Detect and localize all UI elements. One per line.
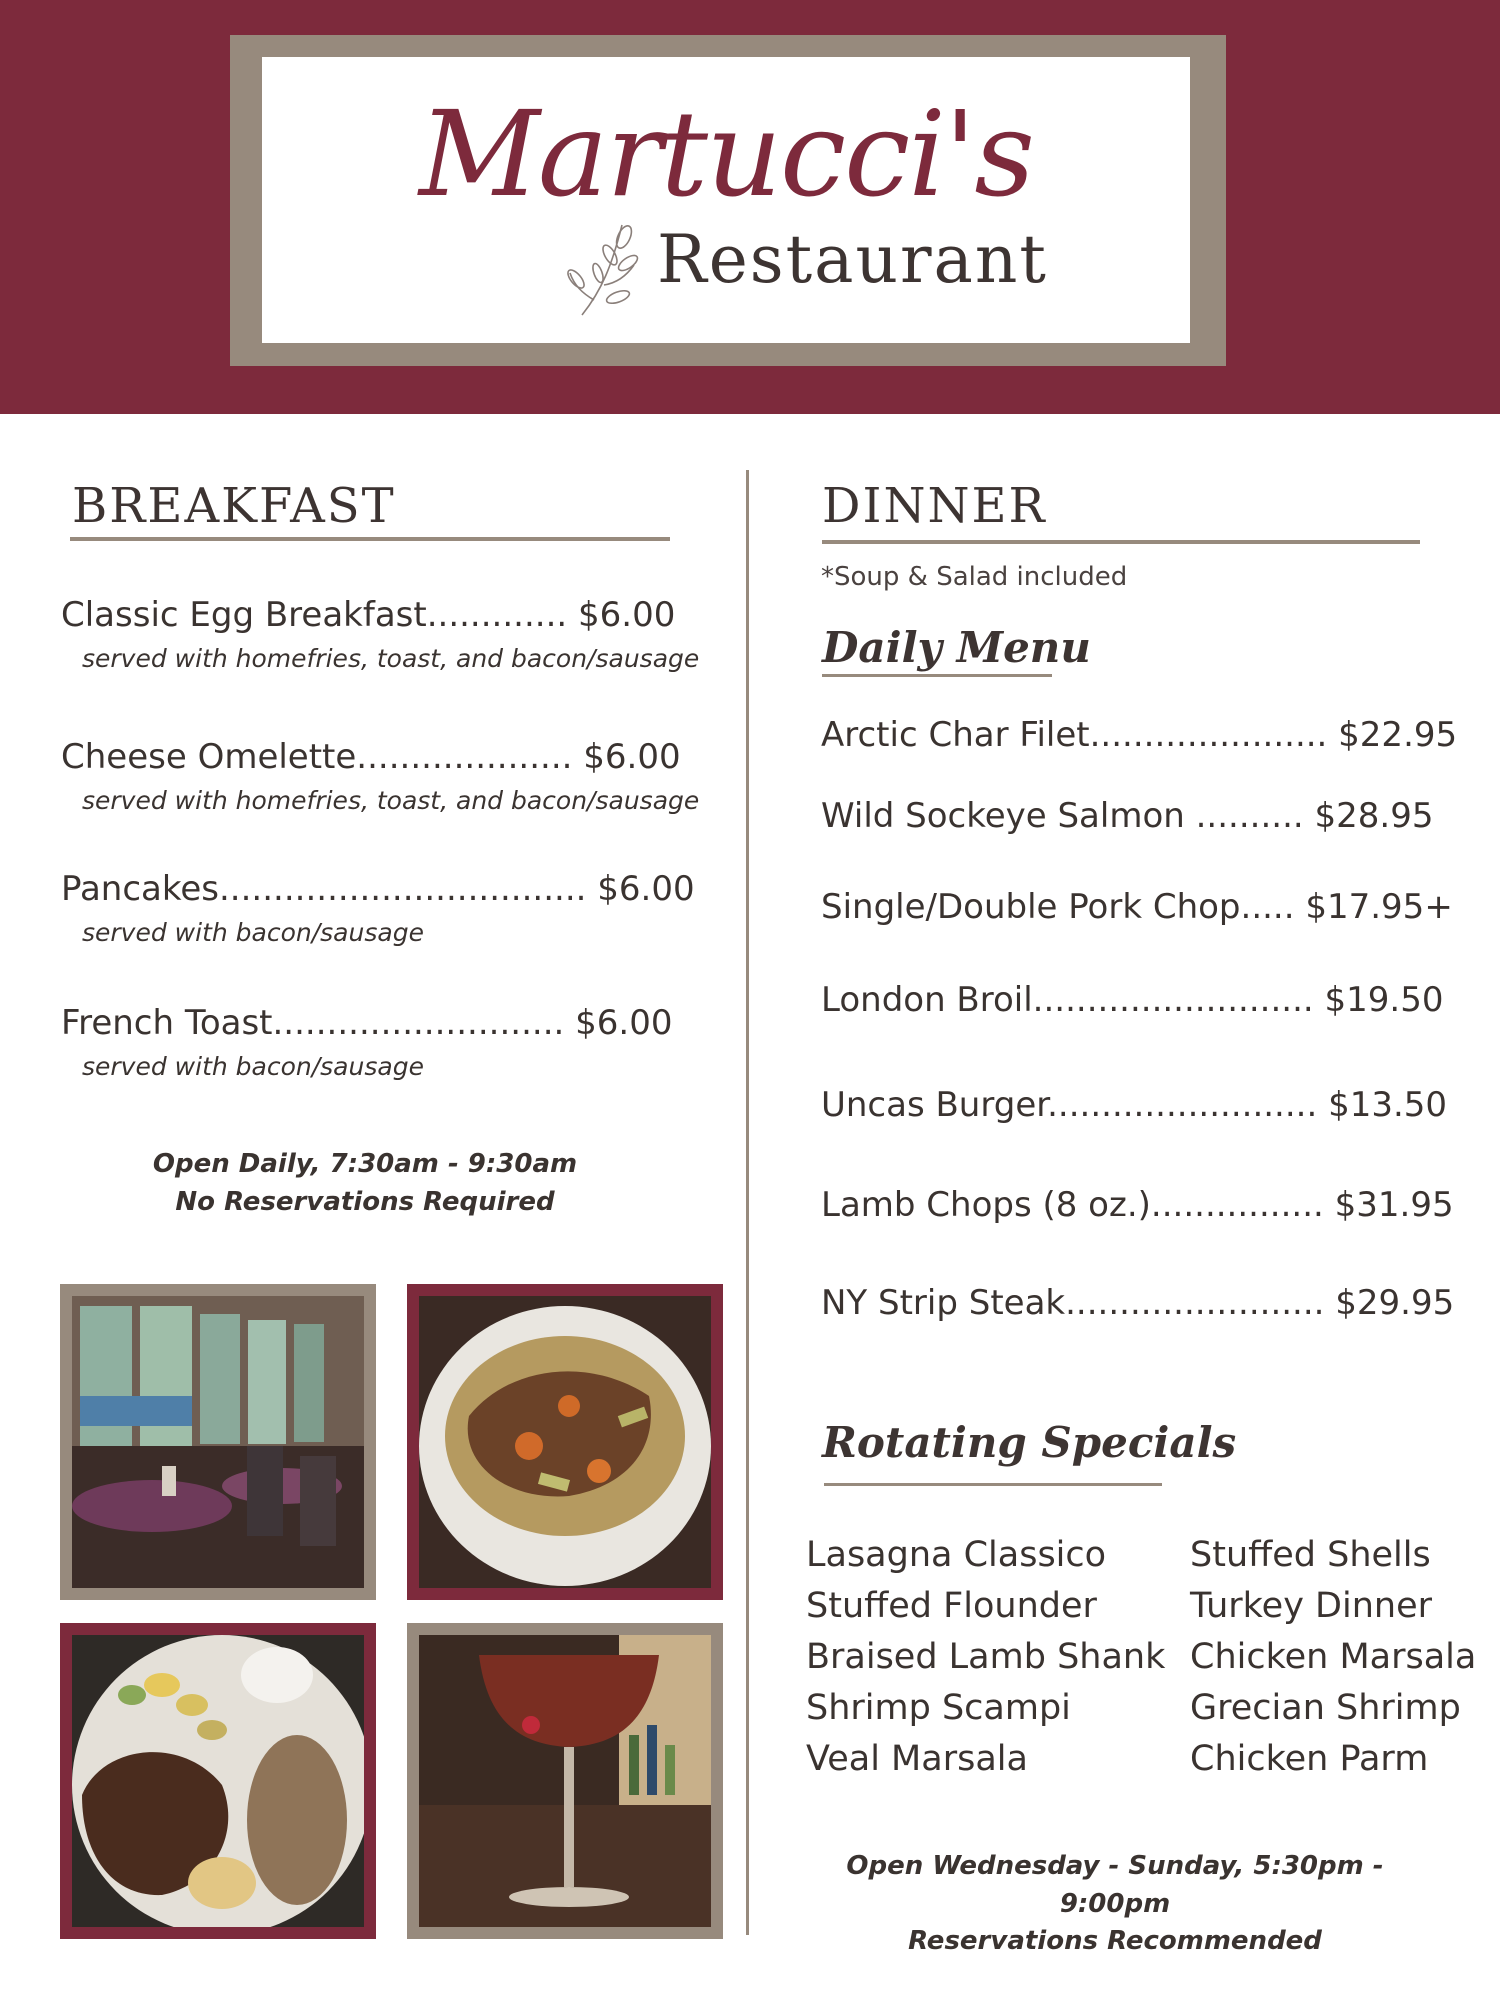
cocktail-image	[419, 1635, 711, 1927]
dinner-item: Uncas Burger......................... $13.50	[821, 1085, 1448, 1125]
dinner-note: *Soup & Salad included	[821, 562, 1128, 592]
leaf-sprig-icon	[562, 215, 652, 325]
special-item: Veal Marsala	[806, 1739, 1028, 1779]
breakfast-item: Pancakes.................................. $6.00	[61, 869, 695, 909]
column-divider	[746, 470, 749, 1935]
dinner-hours	[800, 1848, 1430, 1961]
dinner-hours-line1: Open Wednesday - Sunday, 5:30pm - 9:00pm	[846, 1851, 1384, 1919]
dinner-item: Single/Double Pork Chop..... $17.95+	[821, 887, 1453, 927]
special-item: Shrimp Scampi	[806, 1688, 1071, 1728]
specials-list-left	[806, 1530, 1165, 1785]
rotating-specials-title: Rotating Specials	[822, 1418, 1237, 1467]
special-item: Turkey Dinner	[1190, 1586, 1432, 1626]
pot-roast-photo	[407, 1284, 723, 1600]
dinner-title: DINNER	[822, 478, 1047, 534]
special-item: Grecian Shrimp	[1190, 1688, 1461, 1728]
breakfast-item: Cheese Omelette.................... $6.00	[61, 737, 681, 777]
dinner-item: NY Strip Steak........................ $29.95	[821, 1283, 1455, 1323]
dinner-item: Wild Sockeye Salmon .......... $28.95	[821, 796, 1434, 836]
special-item: Lasagna Classico	[806, 1535, 1107, 1575]
logo	[262, 57, 1190, 343]
cocktail-photo	[407, 1623, 723, 1939]
pork-chop-plate-image	[72, 1635, 364, 1927]
special-item: Stuffed Flounder	[806, 1586, 1097, 1626]
special-item: Braised Lamb Shank	[806, 1637, 1166, 1677]
dinner-item: Arctic Char Filet...................... $22.95	[821, 715, 1458, 755]
pot-roast-image	[419, 1296, 711, 1588]
breakfast-hours-line2: No Reservations Required	[175, 1186, 555, 1217]
dinner-item: London Broil.......................... $19.50	[821, 980, 1444, 1020]
special-item: Chicken Parm	[1190, 1739, 1429, 1779]
breakfast-item-desc: served with homefries, toast, and bacon/sausage	[82, 786, 700, 815]
breakfast-title-rule	[70, 537, 670, 541]
breakfast-item: Classic Egg Breakfast............. $6.00	[61, 595, 676, 635]
dining-room-photo	[60, 1284, 376, 1600]
rotating-specials-rule	[824, 1483, 1162, 1486]
breakfast-item-desc: served with bacon/sausage	[82, 918, 424, 947]
breakfast-hours-line1: Open Daily, 7:30am - 9:30am	[152, 1149, 578, 1179]
logo-name: Martucci's	[419, 85, 1033, 223]
pork-chop-plate-photo	[60, 1623, 376, 1939]
logo-subtitle: Restaurant	[657, 221, 1048, 298]
dining-room-image	[72, 1296, 364, 1588]
dinner-title-rule	[822, 540, 1420, 544]
dinner-hours-line2: Reservations Recommended	[908, 1926, 1322, 1957]
dinner-item: Lamb Chops (8 oz.)................ $31.95	[821, 1185, 1454, 1225]
breakfast-item: French Toast........................... $6.00	[61, 1003, 673, 1043]
breakfast-item-desc: served with bacon/sausage	[82, 1052, 424, 1081]
breakfast-title: BREAKFAST	[72, 478, 396, 534]
breakfast-hours	[60, 1146, 670, 1221]
special-item: Chicken Marsala	[1190, 1637, 1477, 1677]
daily-menu-rule	[822, 674, 1052, 677]
specials-list-right	[1190, 1530, 1476, 1785]
special-item: Stuffed Shells	[1190, 1535, 1431, 1575]
daily-menu-title: Daily Menu	[822, 623, 1091, 672]
breakfast-item-desc: served with homefries, toast, and bacon/sausage	[82, 644, 700, 673]
